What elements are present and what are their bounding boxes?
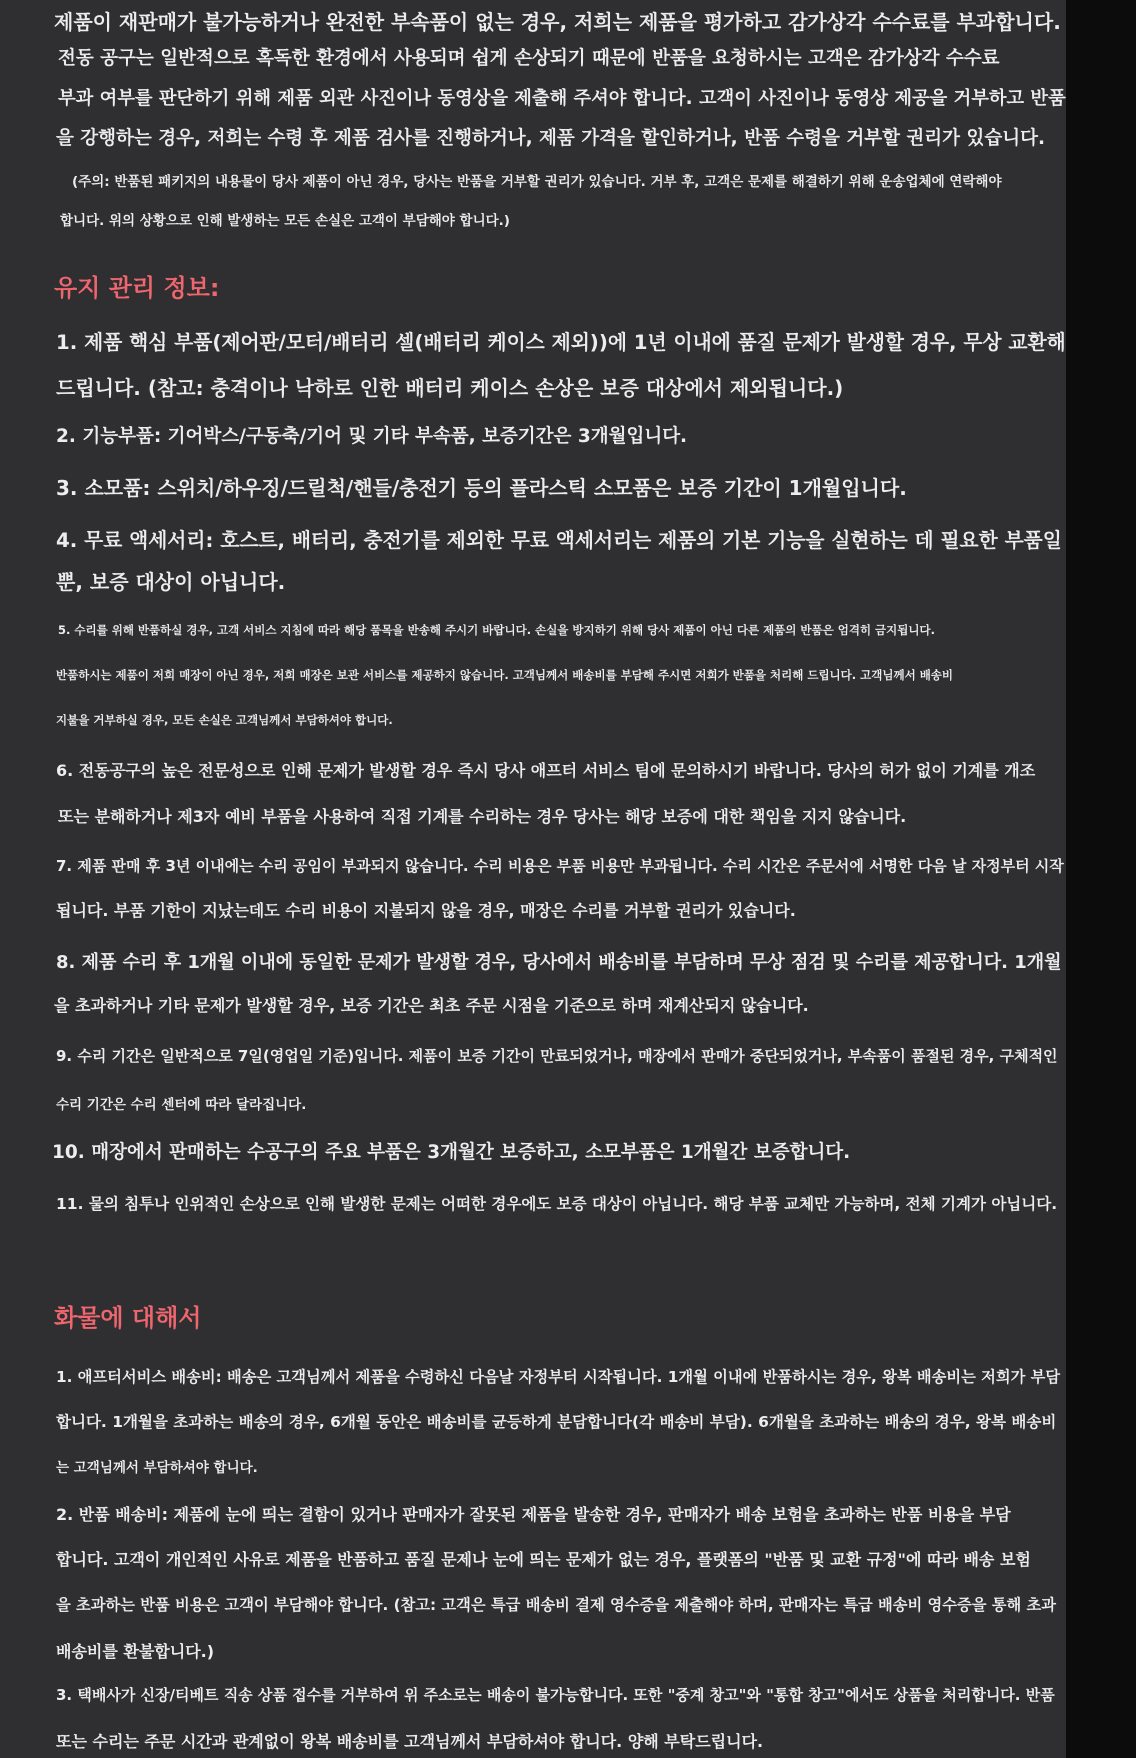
maintenance-heading: 유지 관리 정보:	[54, 274, 220, 302]
freight-item-1-line-1: 1. 애프터서비스 배송비: 배송은 고객님께서 제품을 수령하신 다음날 자정부터 시작됩니다. 1개월 이내에 반품하시는 경우, 왕복 배송비는 저희가 부담	[56, 1368, 1061, 1386]
freight-item-1-line-3: 는 고객님께서 부담하셔야 합니다.	[56, 1460, 258, 1476]
maintenance-item-8-line-2: 을 초과하거나 기타 문제가 발생할 경우, 보증 기간은 최초 주문 시점을 기준으로 하며 재계산되지 않습니다.	[54, 996, 809, 1015]
maintenance-item-1-line-1: 1. 제품 핵심 부품(제어판/모터/배터리 셀(배터리 케이스 제외))에 1년 이내에 품질 문제가 발생할 경우, 무상 교환해	[56, 331, 1066, 354]
maintenance-item-6-line-2: 또는 분해하거나 제3자 예비 부품을 사용하여 직접 기계를 수리하는 경우 당사는 해당 보증에 대한 책임을 지지 않습니다.	[58, 807, 907, 826]
maintenance-item-4-line-1: 4. 무료 액세서리: 호스트, 배터리, 충전기를 제외한 무료 액세서리는 제품의 기본 기능을 실현하는 데 필요한 부품일	[56, 529, 1062, 552]
maintenance-item-11: 11. 물의 침투나 인위적인 손상으로 인해 발생한 문제는 어떠한 경우에도 보증 대상이 아닙니다. 해당 부품 교체만 가능하며, 전체 기계가 아닙니다.	[56, 1195, 1058, 1213]
intro-line-4: 을 강행하는 경우, 저희는 수령 후 제품 검사를 진행하거나, 제품 가격을 할인하거나, 반품 수령을 거부할 권리가 있습니다.	[56, 128, 1045, 149]
maintenance-item-10: 10. 매장에서 판매하는 수공구의 주요 부품은 3개월간 보증하고, 소모부품은 1개월간 보증합니다.	[52, 1142, 851, 1163]
maintenance-item-7-line-1: 7. 제품 판매 후 3년 이내에는 수리 공임이 부과되지 않습니다. 수리 비용은 부품 비용만 부과됩니다. 수리 시간은 주문서에 서명한 다음 날 자정부터 시작	[56, 857, 1064, 875]
right-dark-strip	[1066, 0, 1136, 1758]
freight-item-2-line-4: 배송비를 환불합니다.)	[56, 1642, 215, 1661]
freight-item-3-line-2: 또는 수리는 주문 시간과 관계없이 왕복 배송비를 고객님께서 부담하셔야 합니다. 양해 부탁드립니다.	[56, 1732, 764, 1751]
maintenance-item-1-line-2: 드립니다. (참고: 충격이나 낙하로 인한 배터리 케이스 손상은 보증 대상에서 제외됩니다.)	[56, 376, 844, 400]
maintenance-item-9-line-2: 수리 기간은 수리 센터에 따라 달라집니다.	[56, 1097, 307, 1113]
maintenance-item-5-line-2: 반품하시는 제품이 저희 매장이 아닌 경우, 저희 매장은 보관 서비스를 제공하지 않습니다. 고객님께서 배송비를 부담해 주시면 저희가 반품을 처리해 드립니다. 고객님께서 배송비	[56, 668, 954, 682]
maintenance-item-5-line-1: 5. 수리를 위해 반품하실 경우, 고객 서비스 지침에 따라 해당 품목을 반송해 주시기 바랍니다. 손실을 방지하기 위해 당사 제품이 아닌 다른 제품의 반품은 엄격히 금지됩니다.	[58, 623, 935, 637]
freight-item-2-line-2: 합니다. 고객이 개인적인 사유로 제품을 반품하고 품질 문제나 눈에 띄는 문제가 없는 경우, 플랫폼의 "반품 및 교환 규정"에 따라 배송 보험	[56, 1550, 1031, 1569]
maintenance-item-9-line-1: 9. 수리 기간은 일반적으로 7일(영업일 기준)입니다. 제품이 보증 기간이 만료되었거나, 매장에서 판매가 중단되었거나, 부속품이 품절된 경우, 구체적인	[56, 1047, 1058, 1065]
maintenance-item-3: 3. 소모품: 스위치/하우징/드릴척/핸들/충전기 등의 플라스틱 소모품은 보증 기간이 1개월입니다.	[56, 476, 907, 500]
maintenance-item-6-line-1: 6. 전동공구의 높은 전문성으로 인해 문제가 발생할 경우 즉시 당사 애프터 서비스 팀에 문의하시기 바랍니다. 당사의 허가 없이 기계를 개조	[56, 761, 1036, 780]
maintenance-item-7-line-2: 됩니다. 부품 기한이 지났는데도 수리 비용이 지불되지 않을 경우, 매장은 수리를 거부할 권리가 있습니다.	[56, 901, 796, 920]
freight-item-1-line-2: 합니다. 1개월을 초과하는 배송의 경우, 6개월 동안은 배송비를 균등하게 분담합니다(각 배송비 부담). 6개월을 초과하는 배송의 경우, 왕복 배송비	[56, 1413, 1057, 1431]
maintenance-item-5-line-3: 지불을 거부하실 경우, 모든 손실은 고객님께서 부담하셔야 합니다.	[56, 713, 393, 727]
maintenance-item-2: 2. 기능부품: 기어박스/구동축/기어 및 기타 부속품, 보증기간은 3개월입니다.	[56, 426, 688, 447]
intro-line-2: 전동 공구는 일반적으로 혹독한 환경에서 사용되며 쉽게 손상되기 때문에 반품을 요청하시는 고객은 감가상각 수수료	[58, 48, 1000, 69]
freight-item-3-line-1: 3. 택배사가 신장/티베트 직송 상품 접수를 거부하여 위 주소로는 배송이 불가능합니다. 또한 "중계 창고"와 "통합 창고"에서도 상품을 처리합니다. 반품	[56, 1686, 1055, 1704]
intro-line-1: 제품이 재판매가 불가능하거나 완전한 부속품이 없는 경우, 저희는 제품을 평가하고 감가상각 수수료를 부과합니다.	[54, 10, 1061, 34]
freight-item-2-line-3: 을 초과하는 반품 비용은 고객이 부담해야 합니다. (참고: 고객은 특급 배송비 결제 영수증을 제출해야 하며, 판매자는 특급 배송비 영수증을 통해 초과	[56, 1596, 1056, 1614]
freight-heading: 화물에 대해서	[54, 1304, 202, 1332]
intro-line-3: 부과 여부를 판단하기 위해 제품 외관 사진이나 동영상을 제출해 주셔야 합니다. 고객이 사진이나 동영상 제공을 거부하고 반품	[58, 88, 1066, 109]
intro-note-line-1: (주의: 반품된 패키지의 내용물이 당사 제품이 아닌 경우, 당사는 반품을 거부할 권리가 있습니다. 거부 후, 고객은 문제를 해결하기 위해 운송업체에 연락해야	[72, 174, 1002, 190]
maintenance-item-4-line-2: 뿐, 보증 대상이 아닙니다.	[56, 570, 286, 594]
maintenance-item-8-line-1: 8. 제품 수리 후 1개월 이내에 동일한 문제가 발생할 경우, 당사에서 배송비를 부담하며 무상 점검 및 수리를 제공합니다. 1개월	[56, 952, 1062, 973]
intro-note-line-2: 합니다. 위의 상황으로 인해 발생하는 모든 손실은 고객이 부담해야 합니다.)	[60, 213, 510, 229]
freight-item-2-line-1: 2. 반품 배송비: 제품에 눈에 띄는 결함이 있거나 판매자가 잘못된 제품을 발송한 경우, 판매자가 배송 보험을 초과하는 반품 비용을 부담	[56, 1505, 1011, 1524]
